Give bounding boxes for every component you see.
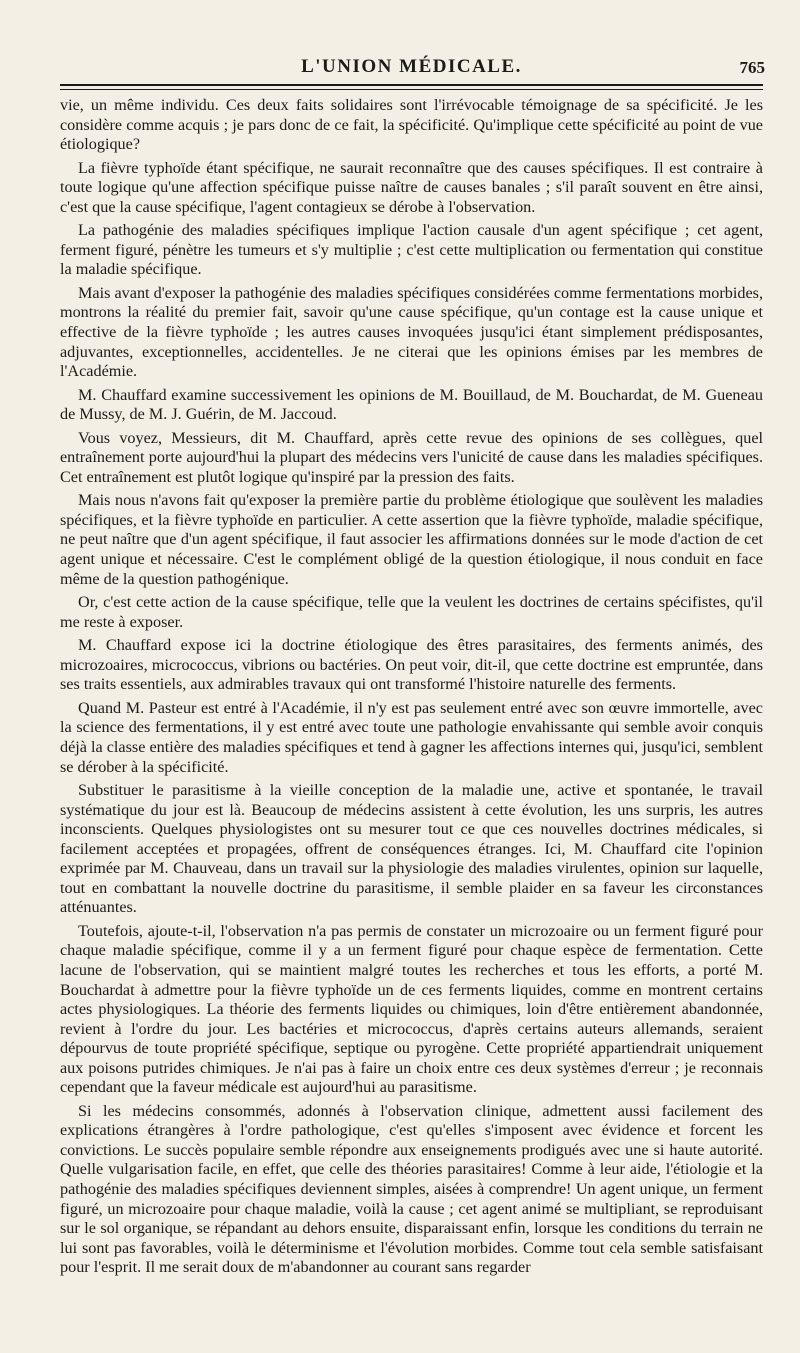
paragraph: Si les médecins consommés, adonnés à l'observation clinique, admettent aussi facilement des explications étrangères à l'ordre pathologique, c'est qu'elles s'imposent avec évidence et forcent les convictions. Le succès populaire semble répondre aux enseignements prodigués avec une si haute autorité. Quelle vulgarisation facile, en effet, que celle des théories parasitaires! Comme à leur aide, l'étiologie et la pathogénie des maladies spécifiques deviennent simples, aisées à comprendre! Un agent unique, un ferment figuré, un microzoaire pour chaque maladie, voilà la cause ; cet agent animé se multipliant, se reproduisant sur le sol organique, se répandant au dehors ensuite, disparaissant enfin, lorsque les conditions du terrain ne lui sont pas favorables, voilà le déterminisme et l'évolution morbides. Comme tout cela semble satisfaisant pour l'esprit. Il me serait doux de m'abandonner au courant sans regarder — [60, 1101, 763, 1277]
paragraph: Mais avant d'exposer la pathogénie des maladies spécifiques considérées comme fermentations morbides, montrons la réalité du premier fait, savoir qu'une cause spécifique, qu'un contage est la cause unique et effective de la fièvre typhoïde ; les autres causes invoquées jusqu'ici étant simplement prédisposantes, adjuvantes, exceptionnelles, accidentelles. Je ne citerai que les opinions émises par les membres de l'Académie. — [60, 283, 763, 381]
paragraph: Substituer le parasitisme à la vieille conception de la maladie une, active et spontanée, le travail systématique du jour est là. Beaucoup de médecins assistent à cette évolution, les uns surpris, les autres inconscients. Quelques physiologistes ont su mesurer tout ce que ces nouvelles doctrines médicales, si facilement acceptées et propagées, offrent de conséquences étranges. Ici, M. Chauffard cite l'opinion exprimée par M. Chauveau, dans un travail sur la physiologie des maladies virulentes, opinion sur laquelle, tout en combattant la nouvelle doctrine du parasitisme, il semble plaider en sa faveur les circonstances atténuantes. — [60, 781, 763, 917]
paragraph: Toutefois, ajoute-t-il, l'observation n'a pas permis de constater un microzoaire ou un ferment figuré pour chaque maladie spécifique, comme il y a un ferment figuré pour chaque espèce de fermentation. Cette lacune de l'observation, qui se maintient malgré toutes les recherches et tous les efforts, a porté M. Bouchardat à admettre pour la fièvre typhoïde un de ces ferments liquides, comme en montrent certains actes physiologiques. La théorie des ferments liquides ou chimiques, loin d'être entièrement abandonnée, revient à l'ordre du jour. Les bactéries et micrococcus, d'après certains auteurs allemands, seraient dépourvus de toute propriété spécifique, septique ou pyrogène. Cette propriété appartiendrait uniquement aux poisons putrides chimiques. Je n'ai pas à faire un choix entre ces deux systèmes d'erreur ; je reconnais cependant que la faveur médicale est aujourd'hui au parasitisme. — [60, 921, 763, 1097]
paragraph: Vous voyez, Messieurs, dit M. Chauffard, après cette revue des opinions de ses collègues, quel entraînement porte aujourd'hui la plupart des médecins vers l'unicité de cause dans les maladies spécifiques. Cet entraînement est plutôt logique qu'inspiré par la pression des faits. — [60, 428, 763, 486]
paragraph: M. Chauffard examine successivement les opinions de M. Bouillaud, de M. Bouchardat, de M. Gueneau de Mussy, de M. J. Guérin, de M. Jaccoud. — [60, 385, 763, 424]
header-rule — [60, 84, 763, 86]
article-body — [60, 96, 763, 1282]
header-rule-thin — [60, 89, 763, 90]
running-header — [60, 56, 763, 86]
paragraph: La pathogénie des maladies spécifiques implique l'action causale d'un agent spécifique ; cet agent, ferment figuré, pénètre les tumeurs et s'y multiplie ; c'est cette multiplication ou fermentation qui constitue la maladie spécifique. — [60, 221, 763, 279]
paragraph: vie, un même individu. Ces deux faits solidaires sont l'irrévocable témoignage de sa spécificité. Je les considère comme acquis ; je pars donc de ce fait, la spécificité. Qu'implique cette spécificité au point de vue étiologique? — [60, 96, 763, 154]
page-number: 765 — [739, 58, 765, 77]
paragraph: Or, c'est cette action de la cause spécifique, telle que la veulent les doctrines de certains spécifistes, qu'il me reste à exposer. — [60, 593, 763, 631]
paragraph: M. Chauffard expose ici la doctrine étiologique des êtres parasitaires, des ferments animés, des microzoaires, micrococcus, vibrions ou bactéries. On peut voir, dit-il, que cette doctrine est empruntée, dans ses traits essentiels, aux admirables travaux qui ont transformé l'histoire naturelle des ferments. — [60, 636, 763, 694]
paragraph: Quand M. Pasteur est entré à l'Académie, il n'y est pas seulement entré avec son œuvre immortelle, avec la science des fermentations, il y est entré avec toute une pathologie envahissante qui semble avoir conquis déjà la classe entière des maladies spécifiques et tend à gagner les affections internes qui, jusqu'ici, semblent se dérober à la spécificité. — [60, 698, 763, 776]
journal-title: L'UNION MÉDICALE. — [301, 56, 522, 77]
paragraph: Mais nous n'avons fait qu'exposer la première partie du problème étiologique que soulèvent les maladies spécifiques, et la fièvre typhoïde en particulier. A cette assertion que la fièvre typhoïde, maladie spécifique, ne peut naître que d'un agent spécifique, il faut associer les affirmations données sur le mode d'action de cet agent unique et nécessaire. C'est le complément obligé de la question étiologique, il nous conduit en face même de la question pathogénique. — [60, 491, 763, 588]
paragraph: La fièvre typhoïde étant spécifique, ne saurait reconnaître que des causes spécifiques. Il est contraire à toute logique qu'une affection spécifique puisse naître de causes banales ; s'il paraît souvent en être ainsi, c'est que la cause spécifique, l'agent contagieux se dérobe à l'observation. — [60, 158, 763, 216]
journal-page — [60, 0, 763, 1353]
